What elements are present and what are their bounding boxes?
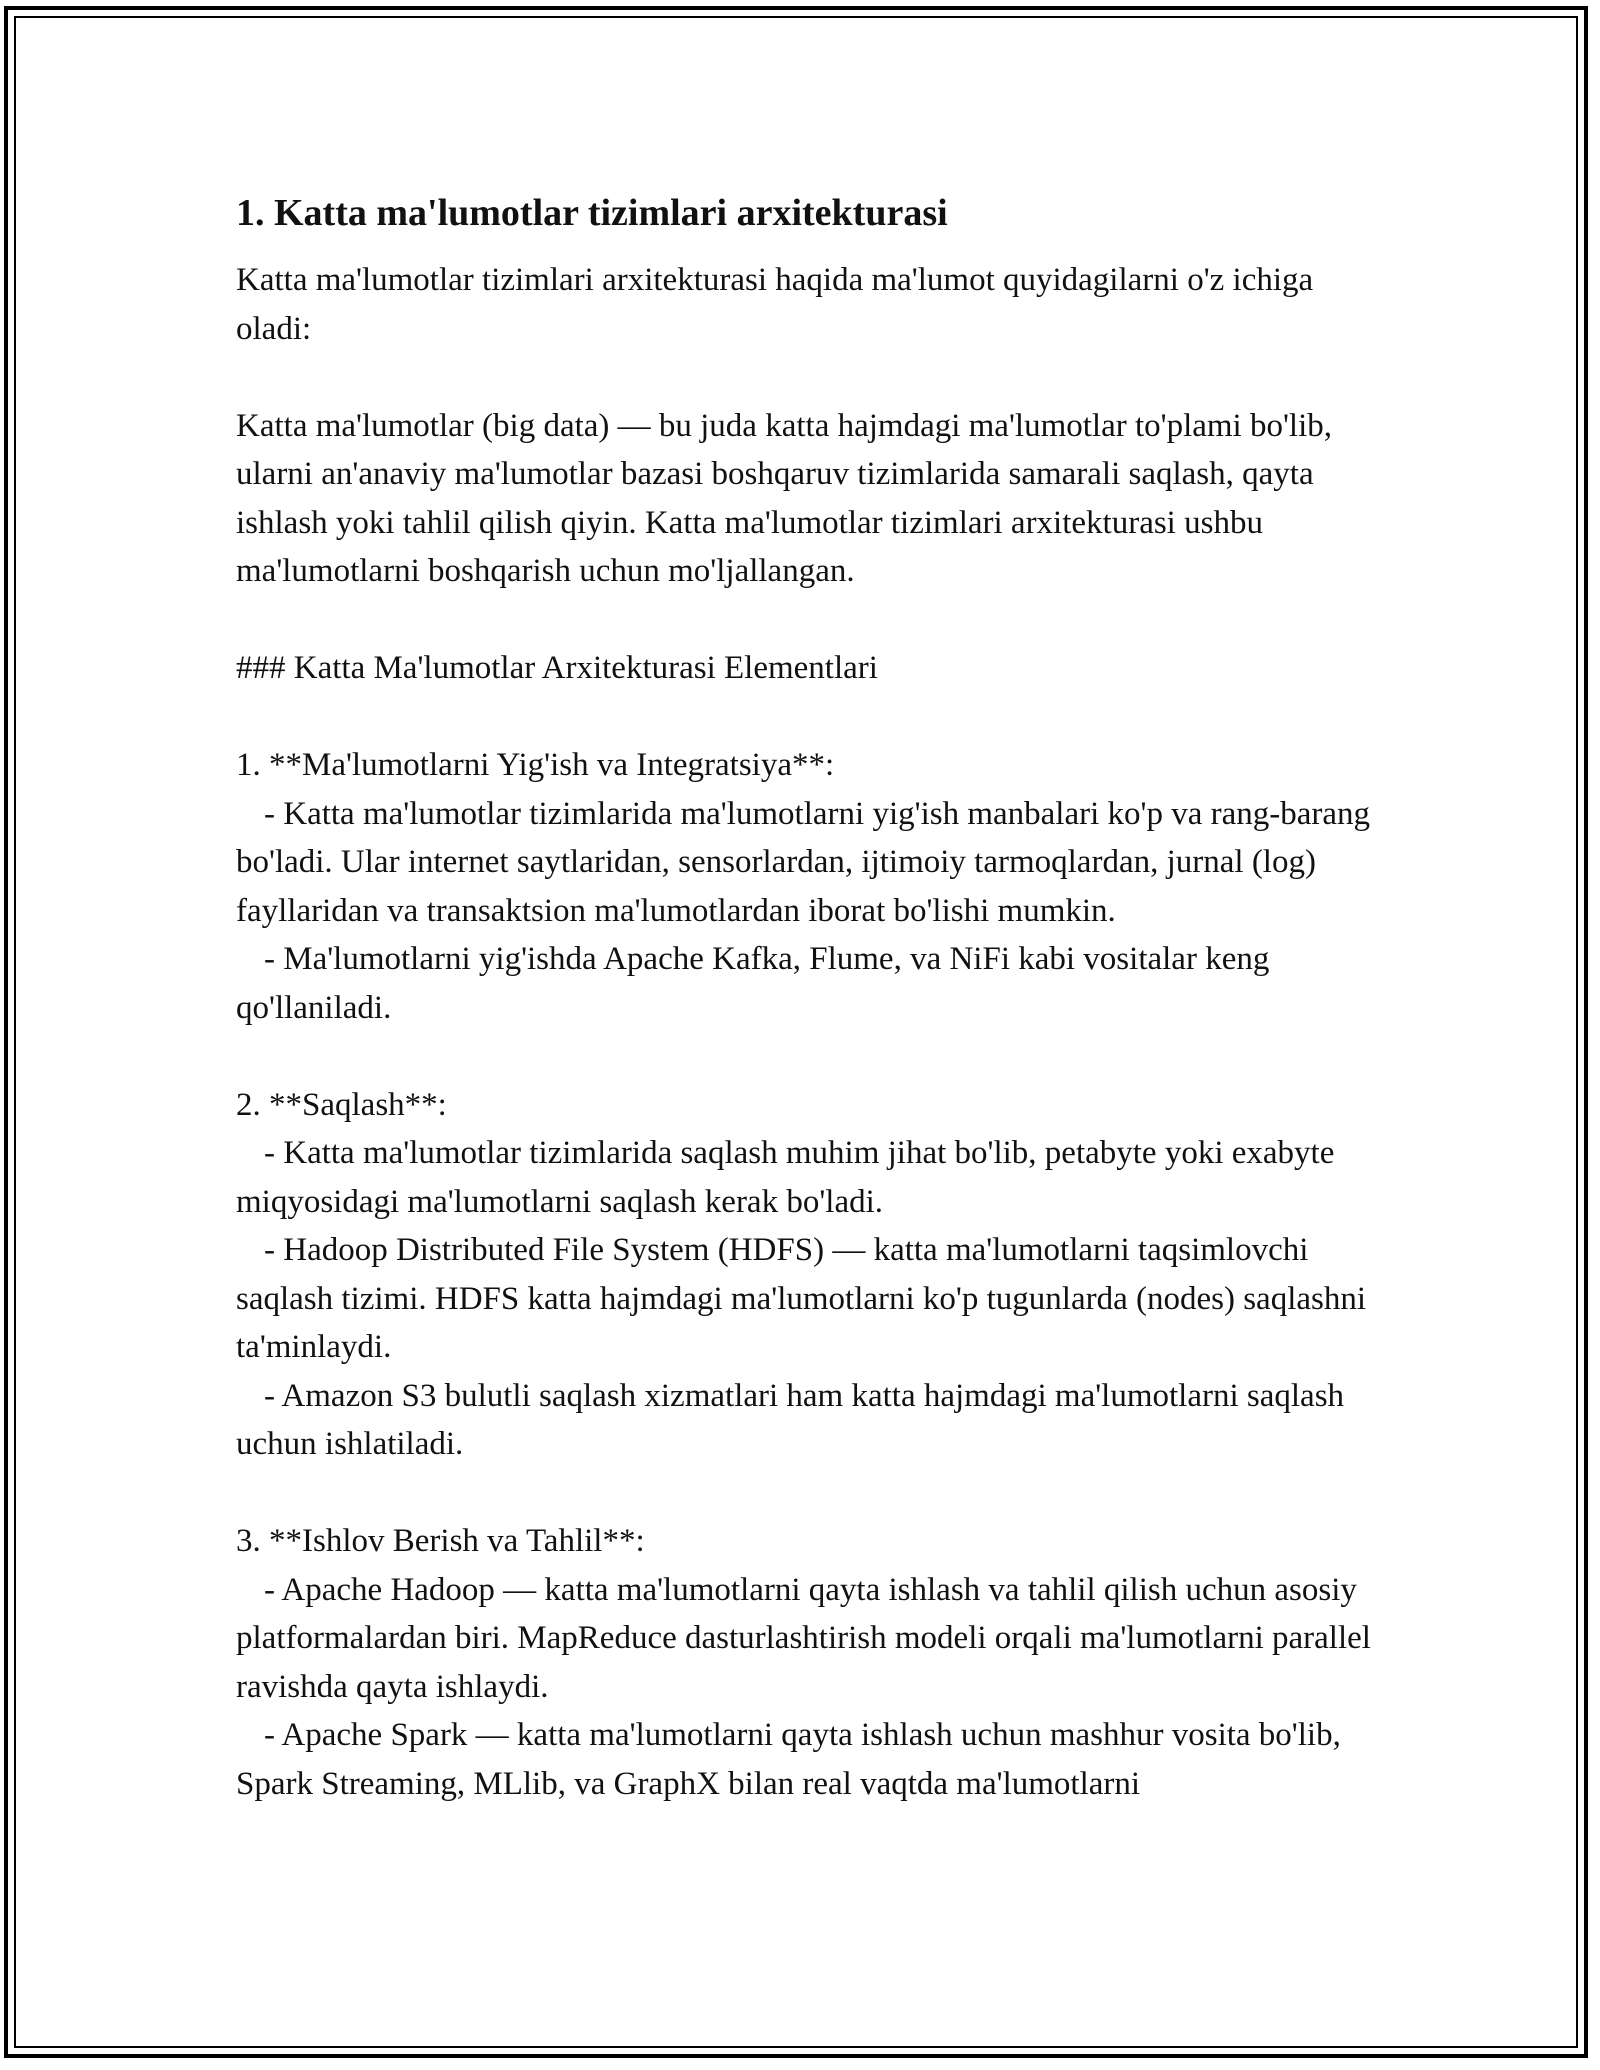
item-text: - Apache Spark — katta ma'lumotlarni qayta ishlash uchun mashhur vosita bo'lib, Spark Streaming, MLlib, va GraphX bilan real vaqtda ma'lumotlarni	[236, 1717, 1350, 1802]
section-2-item	[236, 1372, 1376, 1469]
section-2-title: 2. **Saqlash**:	[236, 1086, 447, 1123]
section-subheading: ### Katta Ma'lumotlar Arxitekturasi Elementlari	[236, 650, 878, 686]
section-3-item	[236, 1711, 1376, 1808]
spacer	[236, 1032, 1376, 1081]
section-3-item	[236, 1566, 1380, 1712]
intro-paragraph: Katta ma'lumotlar tizimlari arxitekturasi haqida ma'lumot quyidagilarni o'z ichiga oladi:	[236, 262, 1322, 347]
spacer	[236, 596, 1376, 645]
spacer	[236, 353, 1376, 402]
item-text: - Katta ma'lumotlar tizimlarida ma'lumotlarni yig'ish manbalari ko'p va rang-barang bo'ladi. Ular internet saytlaridan, sensorlardan, ijtimoiy tarmoqlardan, jurnal (log) fayllaridan va transaktsion ma'lumotlardan iborat bo'lishi mumkin.	[236, 795, 1379, 929]
document-heading: 1. Katta ma'lumotlar tizimlari arxitekturasi	[236, 192, 948, 234]
section-1-item	[236, 935, 1376, 1032]
item-text: - Apache Hadoop — katta ma'lumotlarni qayta ishlash va tahlil qilish uchun asosiy platformalardan biri. MapReduce dasturlashtirish modeli orqali ma'lumotlarni parallel ravishda qayta ishlaydi.	[236, 1571, 1380, 1705]
section-2-item	[236, 1129, 1376, 1226]
section-1-item	[236, 790, 1379, 936]
definition-paragraph: Katta ma'lumotlar (big data) — bu juda katta hajmdagi ma'lumotlar to'plami bo'lib, ularni an'anaviy ma'lumotlar bazasi boshqaruv tizimlarida samarali saqlash, qayta ishlash yoki tahlil qilish qiyin. Katta ma'lumotlar tizimlari arxitekturasi ushbu ma'lumotlarni boshqarish uchun mo'ljallangan.	[236, 407, 1341, 589]
item-text: - Hadoop Distributed File System (HDFS) — katta ma'lumotlarni taqsimlovchi saqlash tizimi. HDFS katta hajmdagi ma'lumotlarni ko'p tugunlarda (nodes) saqlashni ta'minlaydi.	[236, 1232, 1375, 1365]
item-text: - Amazon S3 bulutli saqlash xizmatlari ham katta hajmdagi ma'lumotlarni saqlash uchun ishlatiladi.	[236, 1377, 1353, 1462]
spacer	[236, 1469, 1376, 1518]
section-2-item	[236, 1226, 1376, 1372]
item-text: - Katta ma'lumotlar tizimlarida saqlash muhim jihat bo'lib, petabyte yoki exabyte miqyosidagi ma'lumotlarni saqlash kerak bo'ladi.	[236, 1135, 1343, 1220]
spacer	[236, 693, 1376, 742]
section-3-title: 3. **Ishlov Berish va Tahlil**:	[236, 1523, 645, 1559]
document-body	[236, 188, 1380, 1808]
item-text: - Ma'lumotlarni yig'ishda Apache Kafka, Flume, va NiFi kabi vositalar keng qo'llaniladi.	[236, 941, 1278, 1026]
section-1-title: 1. **Ma'lumotlarni Yig'ish va Integratsiya**:	[236, 747, 835, 783]
